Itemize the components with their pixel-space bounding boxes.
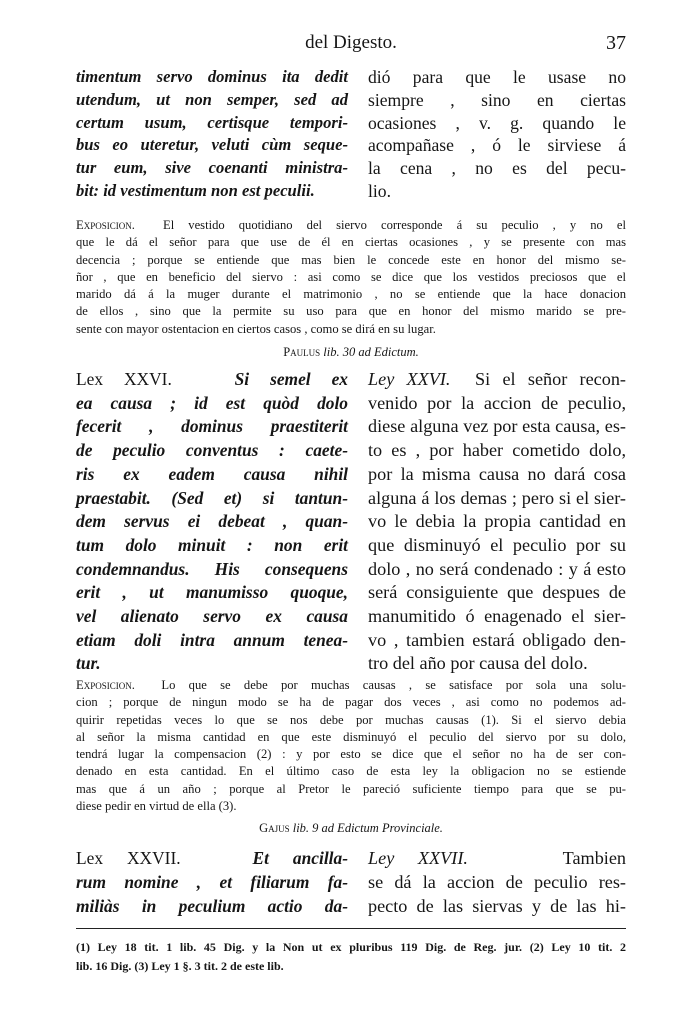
latin-line: certum usum, certisque tempori- — [76, 112, 348, 132]
lex-number: Lex XXVI. — [76, 369, 172, 389]
footnote-line: (1) Ley 18 tit. 1 lib. 45 Dig. y la Non ut ex pluribus 119 Dig. de Reg. jur. (2) Ley 10 tit. 2 — [76, 940, 626, 954]
latin-line: timentum servo dominus ita dedit — [76, 67, 348, 86]
latin-column — [76, 368, 348, 676]
latin-line: Lex XXVI. Si semel ex — [76, 369, 348, 389]
source-author: Gajus — [259, 821, 290, 835]
exposicion-line: tendrá lugar la compensacion (2) : y por esto se dice que el señor no ha de ser con- — [76, 747, 626, 762]
exposicion-line: Exposicion. Lo que se debe por muchas causas , se satisface por sola una solu- — [76, 678, 627, 692]
latin-line: bit: id vestimentum non est peculii. — [76, 180, 315, 200]
spanish-line: to es , por haber cometido dolo, — [368, 440, 626, 461]
spanish-column — [368, 368, 626, 676]
exposicion-line: decencia ; porque se entiende que mas bien le concede este en honor del mismo se- — [76, 252, 626, 267]
exposicion-line: marido dá á la muger durante el matrimonio , no se entiende que la hace donacion — [76, 287, 626, 302]
lex-number: Lex XXVII. — [76, 848, 181, 868]
spanish-line: por la misma causa no dará cosa — [368, 463, 626, 484]
page-number: 37 — [606, 32, 626, 54]
exposicion-label: Exposicion. — [76, 218, 135, 232]
spanish-line: diese alguna vez por esta causa, es- — [368, 416, 626, 437]
latin-line: Lex XXVII. Et ancilla- — [76, 848, 348, 868]
exposicion-line: denado en esta cantidad. En el último caso de esta ley la obligacion no se estiende — [76, 764, 626, 779]
latin-line: miliàs in peculium actio da- — [76, 896, 348, 916]
spanish-line: alguna á los demas ; pero si el sier- — [368, 487, 626, 508]
latin-line: ea causa ; id est quòd dolo — [76, 392, 348, 413]
spanish-line: siempre , sino en ciertas — [368, 89, 626, 110]
exposicion-line: que le dá el señor para que use de él en ciertas ocasiones , y se presente con mas — [76, 235, 626, 250]
spanish-line: Ley XXVI. Si el señor recon- — [368, 369, 626, 389]
latin-column — [76, 846, 348, 918]
spanish-column — [368, 846, 626, 918]
latin-line: erit , ut manumisso quoque, — [76, 582, 348, 603]
spanish-line: será consiguiente que despues de — [368, 582, 626, 603]
latin-line: etiam doli intra annum tenea- — [76, 629, 348, 650]
latin-line: tum dolo minuit : non erit — [76, 534, 348, 555]
exposicion-line: sente con mayor ostentacion en ciertos casos , como se dirá en su lugar. — [76, 321, 436, 336]
exposicion-line: quirir repetidas veces lo que se nos debe por muchas causas (1). Si el siervo debia — [76, 712, 626, 727]
latin-line: rum nomine , et filiarum fa- — [76, 872, 348, 892]
running-title: del Digesto. — [305, 32, 397, 53]
latin-line: tur. — [76, 653, 101, 674]
spanish-line: que disminuyó el peculio por su — [368, 534, 626, 555]
exposicion-2 — [76, 677, 626, 815]
spanish-line: Ley XXVII. Tambien — [368, 848, 627, 868]
latin-column — [76, 66, 348, 203]
spanish-line: vo le debia la propia cantidad en — [368, 511, 626, 532]
latin-line: dem servus ei debeat , quan- — [76, 511, 348, 532]
ley-number: Ley XXVI. — [368, 369, 451, 389]
spanish-line: ocasiones , v. g. quando le — [368, 112, 626, 133]
exposicion-1 — [76, 217, 626, 338]
spanish-line: tro del año por causa del dolo. — [368, 653, 588, 674]
ley-number: Ley XXVII. — [368, 848, 468, 868]
source-work: lib. 30 ad Edictum. — [323, 345, 419, 359]
footnote-line: lib. 16 Dig. (3) Ley 1 §. 3 tit. 2 de este lib. — [76, 959, 284, 973]
source-citation-2 — [76, 821, 626, 836]
spanish-line: acompañase , ó le sirviese á — [368, 135, 626, 156]
latin-line: tur eum, sive coenanti ministra- — [76, 158, 348, 178]
latin-line: vel alienato servo ex causa — [76, 606, 348, 627]
spanish-column — [368, 66, 626, 203]
spanish-line: pecto de las siervas y de las hi- — [368, 896, 626, 916]
source-work: lib. 9 ad Edictum Provinciale. — [292, 821, 443, 835]
exposicion-line: cion ; porque de ningun modo se ha de pagar dos veces , asi como no podemos ad- — [76, 695, 626, 710]
exposicion-line: al señor la misma cantidad en que este disminuyó el peculio del siervo por su dolo, — [76, 729, 626, 744]
spanish-line: dió para que le usase no — [368, 67, 626, 87]
exposicion-label: Exposicion. — [76, 678, 135, 692]
exposicion-line: mas que á un año ; porque al Pretor le pareció suficiente tiempo para que se pu- — [76, 781, 626, 796]
page-header — [76, 32, 626, 58]
source-citation-1 — [76, 345, 626, 360]
latin-line: condemnandus. His consequens — [76, 558, 348, 579]
latin-line: utendum, ut non semper, sed ad — [76, 89, 348, 109]
latin-line: fecerit , dominus praestiterit — [76, 416, 348, 437]
spanish-line: vo , tambien estará obligado den- — [368, 629, 626, 650]
latin-line: praestabit. (Sed et) si tantun- — [76, 487, 348, 508]
footnotes — [76, 938, 626, 976]
latin-line: de peculio conventus : caete- — [76, 440, 348, 461]
spanish-line: manumitido ó enagenado el sier- — [368, 606, 626, 627]
exposicion-line: Exposicion. El vestido quotidiano del siervo corresponde á su peculio , y no el — [76, 218, 626, 232]
spanish-line: lio. — [368, 180, 391, 201]
source-author: Paulus — [283, 345, 321, 359]
exposicion-line: ñor , que en beneficio del siervo : asi como se dice que los vestidos preciosos que el — [76, 269, 626, 284]
exposicion-line: diese pedir en virtud de ella (3). — [76, 799, 237, 814]
footnote-rule — [76, 928, 626, 929]
latin-line: ris ex eadem causa nihil — [76, 463, 348, 484]
latin-line: bus eo uteretur, veluti cùm seque- — [76, 135, 348, 155]
spanish-line: venido por la accion de peculio, — [368, 392, 626, 413]
exposicion-line: de ellos , sino que la permite su uso para que en honor del mismo marido se pre- — [76, 304, 626, 319]
spanish-line: dolo , no será condenado : y á esto — [368, 558, 626, 579]
spanish-line: se dá la accion de peculio res- — [368, 872, 626, 892]
spanish-line: la cena , no es del pecu- — [368, 158, 626, 179]
